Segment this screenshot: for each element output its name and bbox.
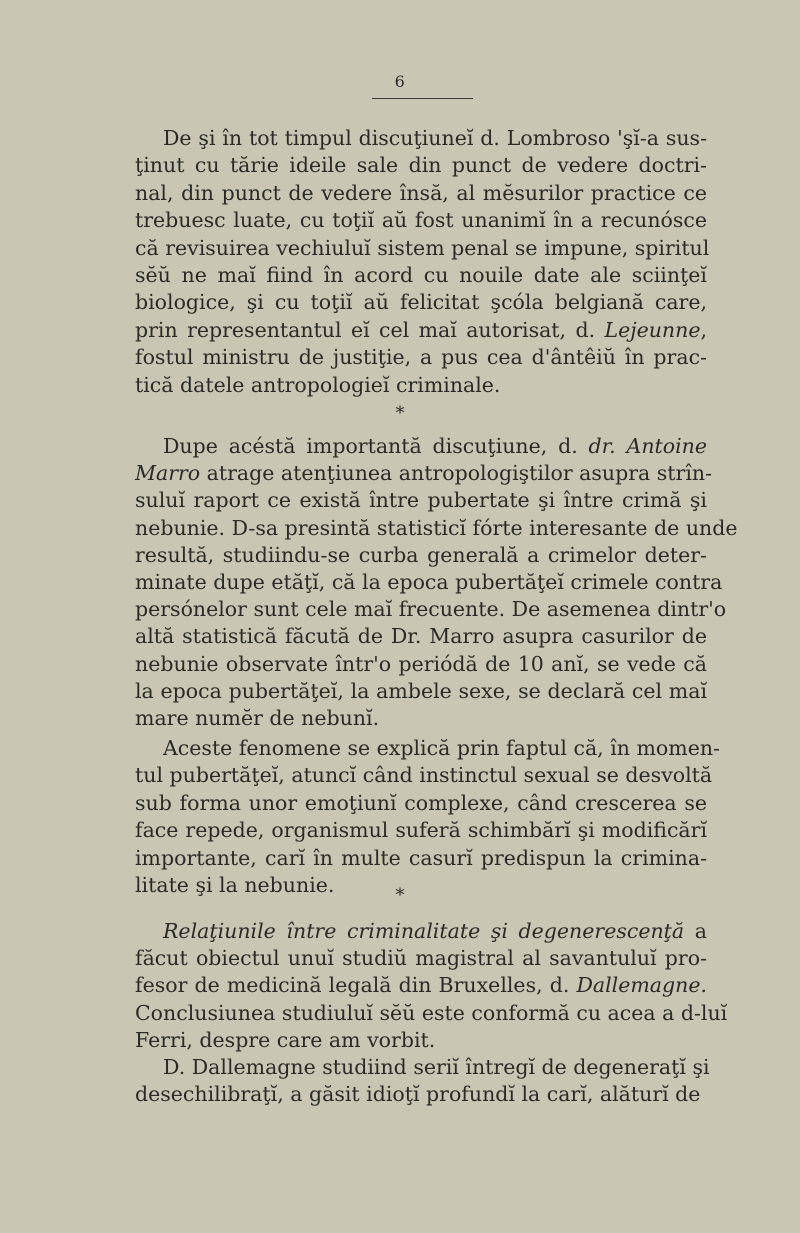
text-line: Ferri, despre care am vorbit.: [135, 1027, 436, 1052]
text-line: făcut obiectul unuĭ studiŭ magistral al savantuluĭ pro-: [135, 946, 707, 971]
text-line: sub forma unor emoţiunĭ complexe, când crescerea se: [135, 790, 707, 815]
text-line: Relaţiunile între criminalitate şi degenerescenţă a: [163, 919, 707, 943]
text-line: D. Dallemagne studiind seriĭ întregĭ de degeneraţĭ şi: [163, 1055, 710, 1079]
text-line: tul pubertăţeĭ, atuncĭ când instinctul sexual se desvoltă: [135, 763, 713, 788]
text-line: importante, carĭ în multe casurĭ predispun la crimina-: [135, 845, 707, 870]
section-separator: *: [395, 403, 405, 424]
section-separator: *: [395, 885, 405, 906]
text-line: altă statistică făcută de Dr. Marro asupra casurilor de: [135, 624, 707, 649]
text-line: persónelor sunt cele maĭ frecuente. De asemenea dintr'o: [135, 597, 727, 622]
text-line: sĕŭ ne maĭ fiind în acord cu nouile date ale sciinţeĭ: [135, 263, 707, 287]
text-line: suluĭ raport ce există între pubertate şi între crimă şi: [135, 488, 707, 513]
text-line: desechilibraţĭ, a găsit idioţĭ profundĭ la carĭ, alăturĭ de: [135, 1082, 701, 1106]
text-line: face repede, organismul suferă schimbărĭ şi modificărĭ: [135, 818, 707, 843]
text-line: biologice, şi cu toţiĭ aŭ felicitat şcóla belgiană care,: [135, 290, 707, 315]
text-line: minate dupe etăţĭ, că la epoca pubertăţeĭ crimele contra: [135, 570, 723, 594]
text-line: Conclusiunea studiuluĭ sĕŭ este conformă cu acea a d-luĭ: [135, 1000, 728, 1025]
text-line: tică datele antropologieĭ criminale.: [135, 372, 501, 397]
text-line: că revisuirea vechiuluĭ sistem penal se impune, spiritul: [135, 235, 710, 260]
text-line: prin representantul eĭ cel maĭ autorisat, d. Lejeunne,: [135, 317, 707, 342]
text-line: resultă, studiindu-se curba generală a crimelor deter-: [135, 542, 707, 567]
page-number: 6: [394, 72, 406, 91]
text-line: litate şi la nebunie.: [135, 873, 335, 897]
header-rule: [372, 98, 473, 99]
text-line: trebuesc luate, cu toţiĭ aŭ fost unanimĭ în a recunósce: [135, 208, 707, 233]
text-line: mare numĕr de nebunĭ.: [135, 706, 380, 730]
text-line: De şi în tot timpul discuţiuneĭ d. Lombroso 'şĭ-a sus-: [163, 126, 707, 150]
text-line: nebunie observate într'o periódă de 10 anĭ, se vede că: [135, 651, 707, 676]
text-line: Dupe acéstă importantă discuţiune, d. dr. Antoine: [163, 434, 707, 458]
text-line: Aceste fenomene se explică prin faptul că, în momen-: [163, 736, 720, 760]
text-line: la epoca pubertăţeĭ, la ambele sexe, se declară cel maĭ: [135, 678, 707, 703]
text-line: nebunie. D-sa presintă statisticĭ fórte interesante de unde: [135, 515, 738, 540]
text-line: fesor de medicină legală din Bruxelles, d. Dallemagne.: [135, 973, 707, 998]
text-line: fostul ministru de justiţie, a pus cea d'ântêiŭ în prac-: [135, 345, 707, 370]
text-line: ţinut cu tărie ideile sale din punct de vedere doctri-: [135, 153, 707, 178]
text-line: Marro atrage atenţiunea antropologiştilor asupra strîn-: [135, 461, 713, 486]
text-line: nal, din punct de vedere însă, al mĕsurilor practice ce: [135, 180, 707, 205]
